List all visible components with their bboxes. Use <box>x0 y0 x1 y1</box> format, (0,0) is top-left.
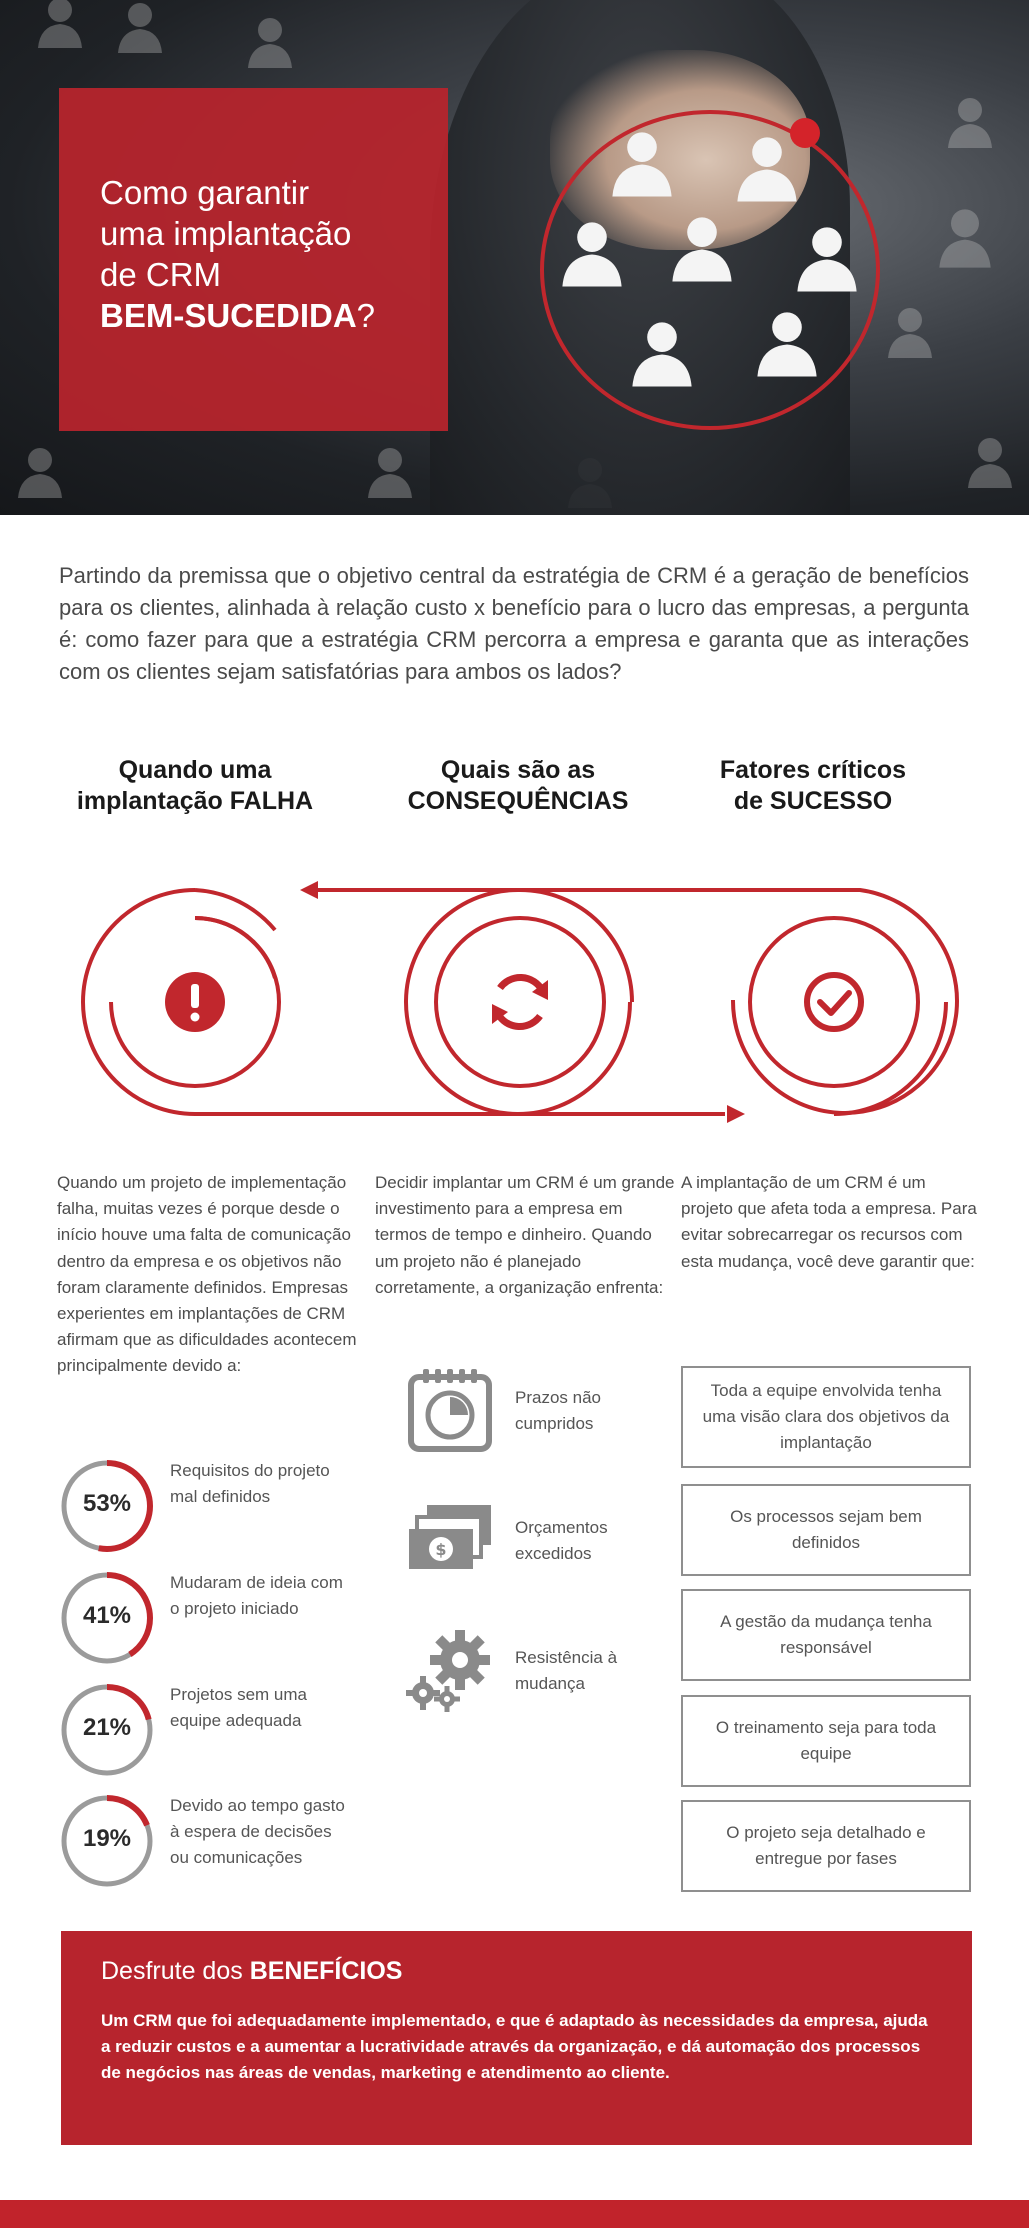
person-icon <box>960 430 1020 490</box>
person-icon <box>240 10 300 70</box>
svg-text:$: $ <box>435 1540 447 1559</box>
title-line: de CRM <box>100 256 222 293</box>
person-icon <box>110 0 170 55</box>
person-icon <box>790 220 864 294</box>
heading-success <box>663 755 963 817</box>
person-icon <box>10 440 70 500</box>
person-icon <box>665 210 739 284</box>
consequence-item <box>405 1625 675 1725</box>
right-outer-bottom <box>834 1002 946 1114</box>
title-line-emphasis <box>100 295 440 336</box>
process-diagram <box>0 860 1029 1160</box>
failure-description: Quando um projeto de implementação falha, muitas vezes é porque desde o início houve uma falta de comunicação dentro da empresa e os objetivos não foram claramente definidos. Empresas experientes em implantações de CRM afirmam que as dificuldades acontecem principalmente devido a: <box>57 1173 357 1376</box>
heading-line: implantação FALHA <box>76 787 314 815</box>
factor-box: A gestão da mudança tenha responsável <box>681 1589 971 1681</box>
benefits-title-prefix: Desfrute dos <box>101 1957 250 1985</box>
stat-item <box>59 1682 359 1782</box>
clock-icon <box>405 1365 495 1455</box>
mid-inner-right <box>520 918 604 1002</box>
person-icon <box>880 300 940 360</box>
stat-label: Devido ao tempo gasto à espera de decisões ou comunicações <box>170 1796 345 1867</box>
person-icon <box>930 200 1000 270</box>
benefits-box <box>61 1931 972 2145</box>
right-inner-right <box>834 918 918 1002</box>
heading-failure <box>45 755 345 817</box>
check-icon <box>807 975 861 1029</box>
consequence-item <box>405 1365 675 1465</box>
footer-bar <box>0 2200 1029 2228</box>
person-icon <box>360 440 420 500</box>
top-connector <box>630 890 957 1113</box>
left-top-arc <box>195 890 275 930</box>
stat-item <box>59 1570 359 1670</box>
refresh-icon <box>498 978 542 1027</box>
stat-percent: 53% <box>82 1490 132 1517</box>
money-icon <box>405 1495 495 1585</box>
right-arrowhead <box>727 1105 745 1123</box>
person-icon <box>625 315 699 389</box>
consequence-label: Resistência à mudança <box>515 1648 618 1693</box>
alert-icon <box>165 972 225 1032</box>
person-icon <box>555 215 629 289</box>
title-line: Como garantir <box>100 174 310 211</box>
consequences-description: Decidir implantar um CRM é um grande investimento para a empresa em termos de tempo e dinheiro. Quando um projeto não é planejado corretamente, a organização enfrenta: <box>375 1173 675 1297</box>
factor-box: Os processos sejam bem definidos <box>681 1484 971 1576</box>
page-title <box>100 172 440 336</box>
person-icon <box>30 0 90 50</box>
stat-item <box>59 1793 359 1893</box>
title-question-mark: ? <box>356 297 376 334</box>
person-icon <box>940 90 1000 150</box>
factor-box: O projeto seja detalhado e entregue por fases <box>681 1800 971 1892</box>
consequence-label: Prazos não cumpridos <box>515 1388 601 1433</box>
gears-icon <box>405 1625 495 1715</box>
benefits-title-bold: BENEFÍCIOS <box>249 1957 403 1985</box>
left-arrowhead <box>300 881 318 899</box>
heading-line: Quando uma <box>118 756 272 784</box>
stat-percent: 19% <box>82 1825 132 1852</box>
consequence-label: Orçamentos excedidos <box>515 1518 608 1563</box>
intro-paragraph: Partindo da premissa que o objetivo central da estratégia de CRM é a geração de benefícios para os clientes, alinhada à relação custo x benefício para o lucro das empresas, a pergunta é: como fazer para que a estratégia CRM percorra a empresa e garanta que as interações com os clientes sejam satisfatórias para ambos os lados? <box>59 563 969 684</box>
person-icon <box>605 125 679 199</box>
person-icon <box>730 130 804 204</box>
heading-line: CONSEQUÊNCIAS <box>407 787 629 815</box>
stat-label: Requisitos do projeto mal definidos <box>170 1461 330 1506</box>
consequence-item <box>405 1495 675 1595</box>
success-description: A implantação de um CRM é um projeto que afeta toda a empresa. Para evitar sobrecarregar os recursos com esta mudança, você deve garantir que: <box>681 1173 977 1271</box>
factor-box: O treinamento seja para toda equipe <box>681 1695 971 1787</box>
title-bold: BEM-SUCEDIDA <box>100 297 357 334</box>
stat-percent: 41% <box>82 1602 132 1629</box>
heading-consequences <box>368 755 668 817</box>
hero-banner <box>0 0 1029 515</box>
heading-line: Quais são as <box>440 756 596 784</box>
stat-item <box>59 1458 359 1558</box>
person-icon <box>750 305 824 379</box>
heading-line: Fatores críticos <box>719 756 907 784</box>
benefits-title <box>101 1957 932 1986</box>
factor-box: Toda a equipe envolvida tenha uma visão clara dos objetivos da implantação <box>681 1366 971 1468</box>
left-inner-top <box>195 918 275 978</box>
mid-outer-arc <box>406 890 630 1114</box>
stat-label: Projetos sem uma equipe adequada <box>170 1685 307 1730</box>
heading-line: de SUCESSO <box>733 787 893 815</box>
stat-percent: 21% <box>82 1714 132 1741</box>
benefits-text: Um CRM que foi adequadamente implementado, e que é adaptado às necessidades da empresa, ajuda a reduzir custos e a aumentar a lucratividade através da organização, e dá automação dos processos de negócios nas áreas de vendas, marketing e atendimento ao cliente. <box>101 2011 928 2082</box>
stat-label: Mudaram de ideia com o projeto iniciado <box>170 1573 343 1618</box>
title-line: uma implantação <box>100 215 352 252</box>
